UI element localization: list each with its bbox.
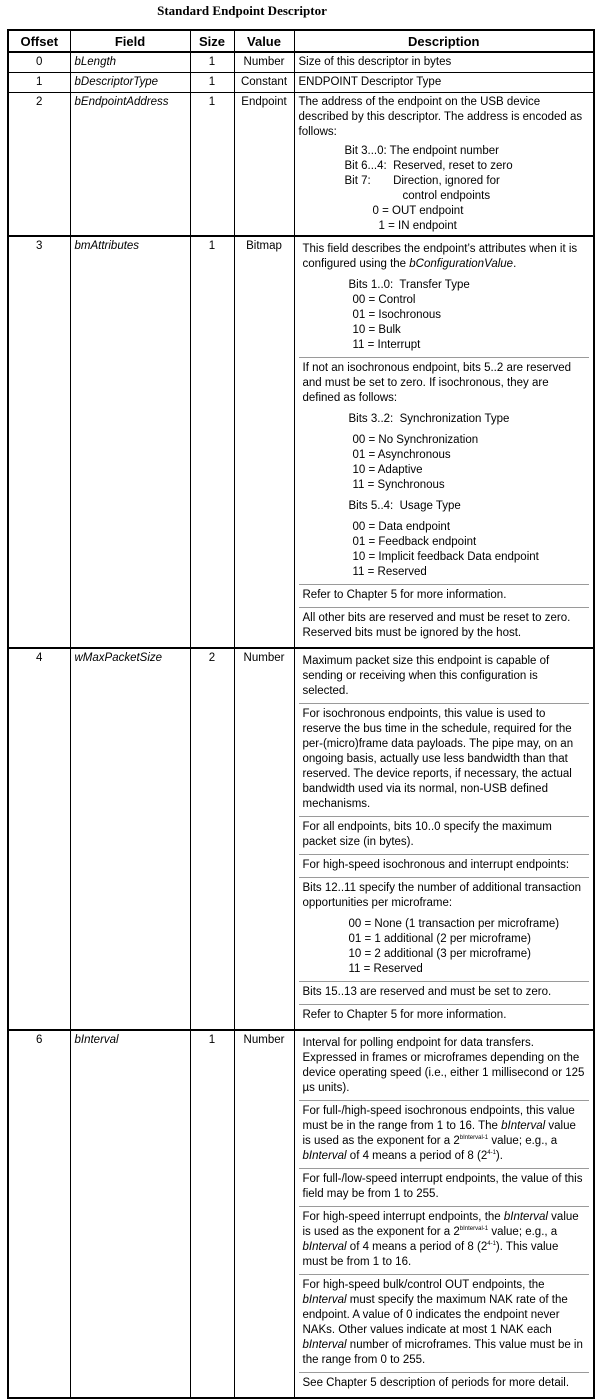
description-cell [294, 236, 594, 648]
description-segment [299, 855, 590, 878]
description-text: Bits 15..13 are reserved and must be set to zero. [302, 986, 552, 998]
description-text: For isochronous endpoints, this value is used to reserve the bus time in the schedule, required for the per-(micro)frame data payloads. The pipe may, on an ongoing basis, actually use less bandwidth than that reserved. The device reports, if necessary, the actual bandwidth used via its normal, non-USB defined mechanisms. [302, 708, 574, 810]
opportunity-value: 01 = 1 additional (2 per microframe) [348, 933, 531, 945]
value-cell: Number [234, 1030, 294, 1398]
size-cell: 2 [190, 648, 234, 1030]
description-cell: ENDPOINT Descriptor Type [294, 73, 594, 93]
description-cell [294, 93, 594, 237]
value-cell: Bitmap [234, 236, 294, 648]
header-description: Description [294, 30, 594, 52]
transfer-type-value: 11 = Interrupt [352, 339, 421, 351]
description-segment [299, 1101, 590, 1169]
sync-type-value: 01 = Asynchronous [352, 449, 451, 461]
offset-cell: 3 [8, 236, 70, 648]
description-segment [299, 1275, 590, 1373]
header-field: Field [70, 30, 190, 52]
field-cell: bDescriptorType [70, 73, 190, 93]
field-cell: bInterval [70, 1030, 190, 1398]
description-segment [299, 1033, 590, 1101]
description-text: Maximum packet size this endpoint is capable of sending or receiving when this configuration is selected. [302, 655, 550, 697]
value-cell: Number [234, 52, 294, 73]
table-row [8, 648, 594, 1030]
description-segment [299, 585, 590, 608]
bit-line: Bit 6...4: Reserved, reset to zero [344, 160, 513, 172]
header-size: Size [190, 30, 234, 52]
value-cell: Constant [234, 73, 294, 93]
description-segment [299, 704, 590, 817]
header-offset: Offset [8, 30, 70, 52]
description-cell: Size of this descriptor in bytes [294, 52, 594, 73]
table-title: Standard Endpoint Descriptor [157, 3, 327, 18]
offset-cell: 0 [8, 52, 70, 73]
sync-type-heading: Bits 3..2: Synchronization Type [348, 413, 510, 425]
description-segment [299, 239, 590, 358]
usage-type-value: 10 = Implicit feedback Data endpoint [352, 551, 539, 563]
description-text: For high-speed bulk/control OUT endpoints, the bInterval must specify the maximum NAK rate of the endpoint. A value of 0 indicates the endpoint never NAKs. Other values indicate at most 1 NAK each bInterval number of microframes. This value must be in the range from 0 to 255. [302, 1279, 583, 1366]
offset-cell: 6 [8, 1030, 70, 1398]
offset-cell: 4 [8, 648, 70, 1030]
description-segment [299, 358, 590, 585]
offset-cell: 1 [8, 73, 70, 93]
description-segment [299, 982, 590, 1005]
transfer-type-value: 00 = Control [352, 294, 416, 306]
field-cell: wMaxPacketSize [70, 648, 190, 1030]
description-text: For high-speed isochronous and interrupt endpoints: [302, 859, 570, 871]
opportunity-value: 11 = Reserved [348, 963, 423, 975]
description-segment [299, 651, 590, 704]
description-cell [294, 1030, 594, 1398]
description-text: If not an isochronous endpoint, bits 5..2 are reserved and must be set to zero. If isochronous, they are defined as follows: [302, 362, 571, 404]
description-segment [299, 1005, 590, 1027]
table-row [8, 93, 594, 237]
description-segment [299, 608, 590, 645]
description-segment [299, 1207, 590, 1275]
description-text: For full-/high-speed isochronous endpoints, this value must be in the range from 1 to 16. The bInterval value is used as the exponent for a $2^{bInterval-1}$ value; e.g., a bInterval of 4 means a period of 8 (2$^{4-1}$). [302, 1105, 576, 1162]
sync-type-value: 10 = Adaptive [352, 464, 423, 476]
value-cell: Endpoint [234, 93, 294, 237]
description-text: For all endpoints, bits 10..0 specify the maximum packet size (in bytes). [302, 821, 552, 848]
size-cell: 1 [190, 236, 234, 648]
transfer-type-value: 10 = Bulk [352, 324, 401, 336]
description-segment [299, 1373, 590, 1395]
description-text: Refer to Chapter 5 for more information. [302, 589, 507, 601]
size-cell: 1 [190, 73, 234, 93]
description-text: For high-speed interrupt endpoints, the bInterval value is used as the exponent for a $2^{bInterval-1}$ value; e.g., a bInterval of 4 means a period of 8 (2$^{4-1}$). This value must be from 1 to 16. [302, 1211, 579, 1268]
description-segment [299, 878, 590, 982]
description-text: For full-/low-speed interrupt endpoints, the value of this field may be from 1 to 255. [302, 1173, 583, 1200]
field-cell: bmAttributes [70, 236, 190, 648]
opportunity-value: 10 = 2 additional (3 per microframe) [348, 948, 531, 960]
sync-type-value: 11 = Synchronous [352, 479, 445, 491]
description-text: Refer to Chapter 5 for more information. [302, 1009, 507, 1021]
header-value: Value [234, 30, 294, 52]
size-cell: 1 [190, 93, 234, 237]
header-row [8, 30, 594, 52]
table-row [8, 236, 594, 648]
value-cell: Number [234, 648, 294, 1030]
bit-line: control endpoints [402, 190, 491, 202]
transfer-type-value: 01 = Isochronous [352, 309, 442, 321]
description-text: Bits 12..11 specify the number of additional transaction opportunities per microframe: [302, 882, 582, 909]
sync-type-value: 00 = No Synchronization [352, 434, 479, 446]
description-text: The address of the endpoint on the USB device described by this descriptor. The address is encoded as follows: [298, 96, 583, 138]
field-cell: bEndpointAddress [70, 93, 190, 237]
bit-line: Bit 7: Direction, ignored for [344, 175, 500, 187]
field-cell: bLength [70, 52, 190, 73]
table-row [8, 52, 594, 73]
usage-type-heading: Bits 5..4: Usage Type [348, 500, 461, 512]
table-row [8, 73, 594, 93]
usage-type-value: 01 = Feedback endpoint [352, 536, 477, 548]
size-cell: 1 [190, 52, 234, 73]
bit-line: 1 = IN endpoint [378, 220, 457, 232]
usage-type-value: 00 = Data endpoint [352, 521, 451, 533]
bit-line: 0 = OUT endpoint [372, 205, 464, 217]
description-text: All other bits are reserved and must be reset to zero. Reserved bits must be ignored by the host. [302, 612, 571, 639]
opportunity-value: 00 = None (1 transaction per microframe) [348, 918, 560, 930]
description-segment [299, 817, 590, 855]
description-text: See Chapter 5 description of periods for more detail. [302, 1377, 570, 1389]
description-cell [294, 648, 594, 1030]
description-text: Interval for polling endpoint for data transfers. Expressed in frames or microframes depending on the device operating speed (i.e., either 1 millisecond or 125 µs units). [302, 1037, 585, 1094]
size-cell: 1 [190, 1030, 234, 1398]
transfer-type-heading: Bits 1..0: Transfer Type [348, 279, 470, 291]
table-row [8, 1030, 594, 1398]
offset-cell: 2 [8, 93, 70, 237]
description-text: This field describes the endpoint’s attributes when it is configured using the bConfigurationValue. [302, 243, 578, 270]
bit-line: Bit 3...0: The endpoint number [344, 145, 499, 157]
endpoint-descriptor-table [7, 29, 595, 1399]
usage-type-value: 11 = Reserved [352, 566, 427, 578]
description-segment [299, 1169, 590, 1207]
